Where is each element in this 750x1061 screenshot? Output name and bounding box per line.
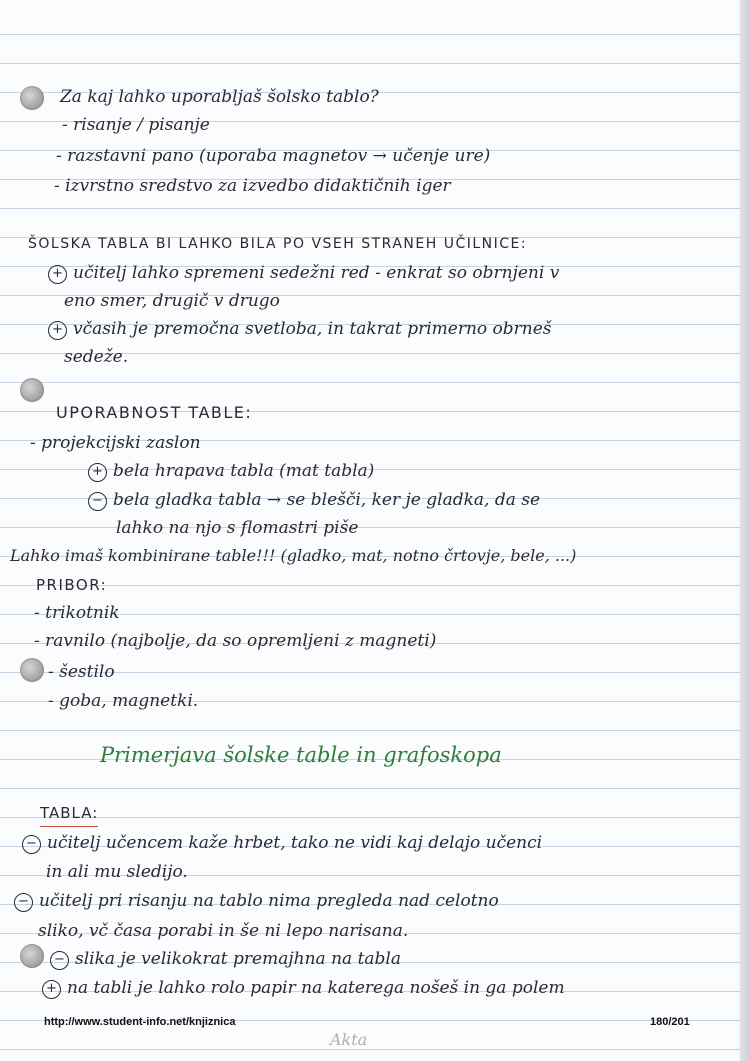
note-line: eno smer, drugič v drugo xyxy=(64,291,280,311)
section-heading: PRIBOR: xyxy=(36,576,108,594)
minus-marker-icon: − xyxy=(14,893,33,912)
note-line-pro xyxy=(48,318,552,340)
note-line-pro xyxy=(42,977,565,999)
section-heading: UPORABNOST TABLE: xyxy=(56,403,253,422)
note-line: in ali mu sledijo. xyxy=(46,862,188,882)
note-text: bela hrapava tabla (mat tabla) xyxy=(113,461,375,481)
note-line: lahko na njo s flomastri piše xyxy=(116,518,359,538)
section-heading: ŠOLSKA TABLA BI LAHKO BILA PO VSEH STRANEH UČILNICE: xyxy=(28,236,528,252)
note-line: - risanje / pisanje xyxy=(62,115,210,135)
note-line-con xyxy=(14,890,499,912)
note-line-pro xyxy=(88,460,374,482)
page-edge-shadow xyxy=(736,0,750,1061)
note-line: - razstavni pano (uporaba magnetov → učenje ure) xyxy=(56,146,491,166)
note-line-pro xyxy=(48,262,559,284)
punch-hole xyxy=(20,86,44,110)
plus-marker-icon: + xyxy=(48,265,67,284)
note-line: - trikotnik xyxy=(34,603,120,623)
note-text: slika je velikokrat premajhna na tabla xyxy=(75,949,401,969)
note-text: učitelj lahko spremeni sedežni red - enkrat so obrnjeni v xyxy=(73,263,560,283)
note-line-con xyxy=(88,489,540,511)
note-line: - goba, magnetki. xyxy=(48,691,199,711)
minus-marker-icon: − xyxy=(88,492,107,511)
note-text: učitelj pri risanju na tablo nima pregleda nad celotno xyxy=(39,891,499,911)
note-line-con xyxy=(22,832,542,854)
footer-page-number: 180/201 xyxy=(650,1016,690,1028)
note-text: na tabli je lahko rolo papir na katerega nošeš in ga polem xyxy=(67,978,565,998)
note-line: sliko, vč časa porabi in še ni lepo narisana. xyxy=(38,921,409,941)
comparison-title: Primerjava šolske table in grafoskopa xyxy=(100,743,502,767)
note-line: sedeže. xyxy=(64,347,129,367)
plus-marker-icon: + xyxy=(88,463,107,482)
tabla-heading: TABLA: xyxy=(40,802,98,827)
plus-marker-icon: + xyxy=(48,321,67,340)
note-text: učitelj učencem kaže hrbet, tako ne vidi kaj delajo učenci xyxy=(47,833,543,853)
note-line: Lahko imaš kombinirane table!!! (gladko, mat, notno črtovje, bele, ...) xyxy=(10,546,577,565)
minus-marker-icon: − xyxy=(22,835,41,854)
note-line-con xyxy=(50,948,401,970)
note-line-question: Za kaj lahko uporabljaš šolsko tablo? xyxy=(60,87,379,107)
punch-hole xyxy=(20,944,44,968)
note-line: - ravnilo (najbolje, da so opremljeni z magneti) xyxy=(34,631,437,651)
punch-hole xyxy=(20,378,44,402)
note-line: - projekcijski zaslon xyxy=(30,433,201,453)
note-text: bela gladka tabla → se blešči, ker je gladka, da se xyxy=(113,490,541,510)
note-line: - izvrstno sredstvo za izvedbo didaktičnih iger xyxy=(54,176,451,196)
minus-marker-icon: − xyxy=(50,951,69,970)
note-text: včasih je premočna svetloba, in takrat primerno obrneš xyxy=(73,319,552,339)
footer-url: http://www.student-info.net/knjiznica xyxy=(44,1016,236,1028)
note-line: - šestilo xyxy=(48,662,115,682)
signature-mark: Akta xyxy=(330,1030,368,1049)
plus-marker-icon: + xyxy=(42,980,61,999)
punch-hole xyxy=(20,658,44,682)
